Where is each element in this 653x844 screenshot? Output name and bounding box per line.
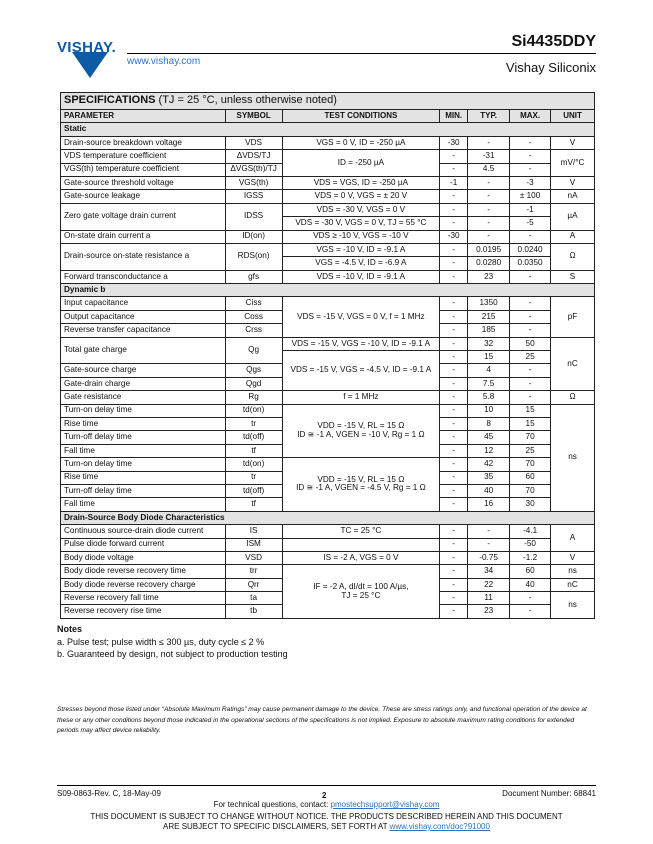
site-link[interactable]: www.vishay.com xyxy=(127,56,201,67)
table-cell: tr xyxy=(225,417,282,430)
table-row xyxy=(61,538,595,551)
table-cell: S xyxy=(551,270,595,283)
table-cell: - xyxy=(440,417,468,430)
table-cell: Total gate charge xyxy=(61,337,226,364)
table-cell: - xyxy=(440,538,468,551)
table-cell: - xyxy=(510,324,551,337)
table-cell: A xyxy=(551,230,595,243)
table-cell: -30 xyxy=(440,230,468,243)
table-cell: - xyxy=(440,243,468,256)
table-cell: - xyxy=(440,592,468,605)
table-cell: - xyxy=(440,324,468,337)
table-cell: nA xyxy=(551,190,595,203)
table-cell: - xyxy=(468,136,510,149)
table-cell: td(off) xyxy=(225,431,282,444)
table-cell: - xyxy=(468,538,510,551)
table-cell: - xyxy=(440,203,468,216)
table-cell: gfs xyxy=(225,270,282,283)
table-cell: - xyxy=(510,377,551,390)
table-cell: 34 xyxy=(468,565,510,578)
table-cell: - xyxy=(510,163,551,176)
table-cell: - xyxy=(510,136,551,149)
table-cell: 15 xyxy=(468,351,510,364)
table-cell: Body diode reverse recovery time xyxy=(61,565,226,578)
table-cell: VGS = -4.5 V, ID = -6.9 A xyxy=(282,257,440,270)
table-cell: - xyxy=(440,190,468,203)
table-row xyxy=(61,565,595,578)
table-cell: 25 xyxy=(510,444,551,457)
table-cell: tr xyxy=(225,471,282,484)
table-cell: ns xyxy=(551,404,595,511)
table-cell: 15 xyxy=(510,417,551,430)
table-cell: Drain-source breakdown voltage xyxy=(61,136,226,149)
table-cell: - xyxy=(510,364,551,377)
table-cell: - xyxy=(440,297,468,310)
note-b: b. Guaranteed by design, not subject to production testing xyxy=(57,649,288,659)
table-cell: Qgs xyxy=(225,364,282,377)
table-cell: trr xyxy=(225,565,282,578)
table-cell: Forward transconductance a xyxy=(61,270,226,283)
table-cell: Reverse transfer capacitance xyxy=(61,324,226,337)
table-cell: - xyxy=(440,351,468,364)
table-cell: -0.75 xyxy=(468,551,510,564)
table-cell: Fall time xyxy=(61,498,226,511)
table-cell: nC xyxy=(551,337,595,391)
table-cell: VGS = 0 V, ID = -250 µA xyxy=(282,136,440,149)
table-cell: 0.0280 xyxy=(468,257,510,270)
table-cell: - xyxy=(440,257,468,270)
table-row xyxy=(61,297,595,310)
table-cell: ns xyxy=(551,565,595,578)
table-row xyxy=(61,190,595,203)
table-cell: VSD xyxy=(225,551,282,564)
specifications-table xyxy=(60,92,595,619)
table-cell: Output capacitance xyxy=(61,310,226,323)
table-title: SPECIFICATIONS (TJ = 25 °C, unless otherwise noted) xyxy=(61,93,595,110)
table-cell: Reverse recovery fall time xyxy=(61,592,226,605)
table-cell: VDD = -15 V, RL = 15 Ω ID ≅ -1 A, VGEN = -10 V, Rg = 1 Ω xyxy=(282,404,440,458)
table-cell: Turn-on delay time xyxy=(61,458,226,471)
document-revision: S09-0863-Rev. C, 18-May-09 xyxy=(57,789,161,798)
table-cell: Turn-on delay time xyxy=(61,404,226,417)
table-cell: 1350 xyxy=(468,297,510,310)
note-a: a. Pulse test; pulse width ≤ 300 µs, duty cycle ≤ 2 % xyxy=(57,636,265,647)
table-cell: -3 xyxy=(510,176,551,189)
document-number: Document Number: 68841 xyxy=(502,789,596,798)
table-cell: On-state drain current a xyxy=(61,230,226,243)
table-cell: ns xyxy=(551,592,595,619)
disclaimer-line-2: ARE SUBJECT TO SPECIFIC DISCLAIMERS, SET FORTH AT www.vishay.com/doc?91000 xyxy=(163,822,490,831)
table-cell: -1 xyxy=(510,203,551,216)
table-cell: ΔVDS/TJ xyxy=(225,150,282,163)
table-cell: Ω xyxy=(551,391,595,404)
table-cell: -31 xyxy=(468,150,510,163)
table-cell: - xyxy=(440,364,468,377)
table-cell: VDS = -15 V, VGS = -10 V, ID = -9.1 A xyxy=(282,337,440,350)
table-cell: - xyxy=(510,270,551,283)
table-cell: ta xyxy=(225,592,282,605)
table-cell: 10 xyxy=(468,404,510,417)
table-row xyxy=(61,203,595,216)
table-cell: Ciss xyxy=(225,297,282,310)
table-row xyxy=(61,525,595,538)
table-cell: 70 xyxy=(510,458,551,471)
table-cell: VDD = -15 V, RL = 15 Ω ID ≅ -1 A, VGEN = -4.5 V, Rg = 1 Ω xyxy=(282,458,440,512)
table-row xyxy=(61,230,595,243)
table-cell: - xyxy=(440,605,468,618)
table-cell: - xyxy=(510,605,551,618)
table-header-row xyxy=(61,110,595,123)
table-cell: VDS = -30 V, VGS = 0 V, TJ = 55 °C xyxy=(282,217,440,230)
logo-text: VISHAY. xyxy=(57,39,117,56)
tech-email-link[interactable]: pmostechsupport@vishay.com xyxy=(330,800,440,809)
table-cell: 215 xyxy=(468,310,510,323)
table-cell: tb xyxy=(225,605,282,618)
table-cell: ± 100 xyxy=(510,190,551,203)
table-row xyxy=(61,270,595,283)
table-cell: f = 1 MHz xyxy=(282,391,440,404)
table-cell: IF = -2 A, dI/dt = 100 A/µs, TJ = 25 °C xyxy=(282,565,440,619)
table-cell: RDS(on) xyxy=(225,243,282,270)
table-cell: - xyxy=(440,431,468,444)
table-cell: 8 xyxy=(468,417,510,430)
table-row xyxy=(61,551,595,564)
table-cell: - xyxy=(440,391,468,404)
table-cell: Body diode voltage xyxy=(61,551,226,564)
table-cell: -5 xyxy=(510,217,551,230)
table-cell: 22 xyxy=(468,578,510,591)
table-cell: 185 xyxy=(468,324,510,337)
table-cell: - xyxy=(440,217,468,230)
part-number: Si4435DDY xyxy=(511,33,596,50)
table-cell: TC = 25 °C xyxy=(282,525,440,538)
table-cell: VGS(th) temperature coefficient xyxy=(61,163,226,176)
table-cell: td(on) xyxy=(225,404,282,417)
company-name: Vishay Siliconix xyxy=(505,60,596,75)
table-cell: - xyxy=(510,391,551,404)
table-cell: 70 xyxy=(510,431,551,444)
table-cell: 5.8 xyxy=(468,391,510,404)
table-cell: Pulse diode forward current xyxy=(61,538,226,551)
table-cell: - xyxy=(468,190,510,203)
table-cell: Gate-source threshold voltage xyxy=(61,176,226,189)
table-cell: - xyxy=(440,484,468,497)
table-cell: - xyxy=(440,404,468,417)
table-cell: - xyxy=(510,297,551,310)
table-cell: Qgd xyxy=(225,377,282,390)
table-cell: - xyxy=(440,525,468,538)
table-cell: 11 xyxy=(468,592,510,605)
table-cell: tf xyxy=(225,498,282,511)
table-cell: Rise time xyxy=(61,471,226,484)
table-cell: - xyxy=(468,217,510,230)
table-cell: MIN. xyxy=(440,110,468,123)
table-cell: 25 xyxy=(510,351,551,364)
disclaimer-line-1: THIS DOCUMENT IS SUBJECT TO CHANGE WITHOUT NOTICE. THE PRODUCTS DESCRIBED HEREIN AND THIS DOCUMENT xyxy=(90,812,563,821)
table-cell: IDSS xyxy=(225,203,282,230)
table-cell: - xyxy=(468,203,510,216)
table-cell: SYMBOL xyxy=(225,110,282,123)
table-cell: 0.0350 xyxy=(510,257,551,270)
table-cell: - xyxy=(440,458,468,471)
table-cell: -50 xyxy=(510,538,551,551)
table-cell: Rg xyxy=(225,391,282,404)
table-cell: A xyxy=(551,525,595,552)
notes-block xyxy=(57,623,288,661)
table-cell: td(on) xyxy=(225,458,282,471)
table-cell: - xyxy=(440,578,468,591)
table-cell: 23 xyxy=(468,270,510,283)
table-cell: Qg xyxy=(225,337,282,364)
footer-rule xyxy=(57,785,596,786)
table-row xyxy=(61,243,595,256)
table-cell: Drain-source on-state resistance a xyxy=(61,243,226,270)
table-row xyxy=(61,458,595,471)
table-cell: - xyxy=(440,444,468,457)
table-cell: Rise time xyxy=(61,417,226,430)
table-cell: VDS ≥ -10 V, VGS = -10 V xyxy=(282,230,440,243)
table-cell: ΔVGS(th)/TJ xyxy=(225,163,282,176)
table-cell: Qrr xyxy=(225,578,282,591)
table-cell: Gate-drain charge xyxy=(61,377,226,390)
table-cell: - xyxy=(440,270,468,283)
disclaimer-link[interactable]: www.vishay.com/doc?91000 xyxy=(389,822,490,831)
table-cell: 42 xyxy=(468,458,510,471)
table-cell: Reverse recovery rise time xyxy=(61,605,226,618)
table-cell: VDS = 0 V, VGS = ± 20 V xyxy=(282,190,440,203)
table-cell: - xyxy=(440,310,468,323)
table-cell: 32 xyxy=(468,337,510,350)
table-cell: - xyxy=(510,230,551,243)
table-cell: PARAMETER xyxy=(61,110,226,123)
table-cell: 16 xyxy=(468,498,510,511)
table-cell: - xyxy=(440,377,468,390)
table-cell: - xyxy=(468,176,510,189)
table-cell: 40 xyxy=(468,484,510,497)
table-cell: 45 xyxy=(468,431,510,444)
table-cell: 4 xyxy=(468,364,510,377)
table-cell: µA xyxy=(551,203,595,230)
table-cell: 60 xyxy=(510,565,551,578)
table-cell: ID(on) xyxy=(225,230,282,243)
table-cell: - xyxy=(510,592,551,605)
table-cell: 15 xyxy=(510,404,551,417)
table-cell: 40 xyxy=(510,578,551,591)
table-cell: 23 xyxy=(468,605,510,618)
page-number: 2 xyxy=(322,791,327,800)
table-cell: Ω xyxy=(551,243,595,270)
table-cell: VDS temperature coefficient xyxy=(61,150,226,163)
notes-heading: Notes xyxy=(57,624,83,634)
table-cell: UNIT xyxy=(551,110,595,123)
table-cell: Continuous source-drain diode current xyxy=(61,525,226,538)
tech-contact: For technical questions, contact: pmostechsupport@vishay.com xyxy=(213,800,440,809)
table-cell: 7.5 xyxy=(468,377,510,390)
table-cell: Input capacitance xyxy=(61,297,226,310)
table-cell: Coss xyxy=(225,310,282,323)
table-cell: nC xyxy=(551,578,595,591)
table-cell: 35 xyxy=(468,471,510,484)
table-row xyxy=(61,150,595,163)
table-cell: 70 xyxy=(510,484,551,497)
table-cell: VGS(th) xyxy=(225,176,282,189)
table-cell: Dynamic b xyxy=(61,284,595,297)
table-cell: -30 xyxy=(440,136,468,149)
table-cell: Static xyxy=(61,123,595,136)
section-static xyxy=(61,123,595,136)
header-rule xyxy=(127,53,596,54)
table-cell: 0.0240 xyxy=(510,243,551,256)
table-cell: TYP. xyxy=(468,110,510,123)
stress-disclaimer: Stresses beyond those listed under “Absolute Maximum Ratings” may cause permanent damage to the device. These are stress ratings only, and functional operation of the device at these or any other conditions beyond those indicated in the operational sections of the specifications is not implied. Exposure to absolute maximum rating conditions for extended periods may affect device reliability. xyxy=(57,706,587,734)
table-cell: - xyxy=(440,565,468,578)
table-row xyxy=(61,391,595,404)
table-cell: - xyxy=(468,230,510,243)
table-cell: Body diode reverse recovery charge xyxy=(61,578,226,591)
table-cell: - xyxy=(440,498,468,511)
table-cell: 12 xyxy=(468,444,510,457)
section-body-diode xyxy=(61,511,595,524)
table-cell: Gate resistance xyxy=(61,391,226,404)
table-cell: td(off) xyxy=(225,484,282,497)
table-cell: - xyxy=(440,163,468,176)
table-cell: 0.0195 xyxy=(468,243,510,256)
table-cell: VDS xyxy=(225,136,282,149)
table-cell: V xyxy=(551,136,595,149)
table-cell: - xyxy=(440,337,468,350)
table-cell: VDS = -15 V, VGS = -4.5 V, ID = -9.1 A xyxy=(282,351,440,391)
table-row xyxy=(61,176,595,189)
table-cell: 50 xyxy=(510,337,551,350)
table-cell: - xyxy=(510,150,551,163)
table-cell: IGSS xyxy=(225,190,282,203)
table-cell: Gate-source leakage xyxy=(61,190,226,203)
table-cell: pF xyxy=(551,297,595,337)
table-cell: VDS = -30 V, VGS = 0 V xyxy=(282,203,440,216)
table-cell: MAX. xyxy=(510,110,551,123)
table-cell: - xyxy=(440,551,468,564)
table-cell: mV/°C xyxy=(551,150,595,177)
table-cell: ISM xyxy=(225,538,282,551)
table-cell: -1.2 xyxy=(510,551,551,564)
table-row xyxy=(61,136,595,149)
table-cell: Turn-off delay time xyxy=(61,484,226,497)
table-cell: V xyxy=(551,176,595,189)
table-cell: Turn-off delay time xyxy=(61,431,226,444)
table-cell: VGS = -10 V, ID = -9.1 A xyxy=(282,243,440,256)
table-cell: - xyxy=(440,471,468,484)
table-cell: 30 xyxy=(510,498,551,511)
table-cell: Drain-Source Body Diode Characteristics xyxy=(61,511,595,524)
table-cell: - xyxy=(468,525,510,538)
table-cell: V xyxy=(551,551,595,564)
table-cell xyxy=(282,538,440,551)
table-cell: VDS = -10 V, ID = -9.1 A xyxy=(282,270,440,283)
table-cell: Fall time xyxy=(61,444,226,457)
section-dynamic xyxy=(61,284,595,297)
table-cell: -1 xyxy=(440,176,468,189)
table-cell: - xyxy=(510,310,551,323)
table-cell: Crss xyxy=(225,324,282,337)
table-row xyxy=(61,404,595,417)
table-cell: - xyxy=(440,150,468,163)
table-cell: Gate-source charge xyxy=(61,364,226,377)
table-cell: VDS = VGS, ID = -250 µA xyxy=(282,176,440,189)
table-row xyxy=(61,337,595,350)
logo-triangle-icon xyxy=(72,52,108,78)
table-cell: 60 xyxy=(510,471,551,484)
table-cell: tf xyxy=(225,444,282,457)
table-cell: TEST CONDITIONS xyxy=(282,110,440,123)
table-cell: IS = -2 A, VGS = 0 V xyxy=(282,551,440,564)
table-cell: Zero gate voltage drain current xyxy=(61,203,226,230)
table-cell: ID = -250 µA xyxy=(282,150,440,177)
table-cell: 4.5 xyxy=(468,163,510,176)
table-cell: VDS = -15 V, VGS = 0 V, f = 1 MHz xyxy=(282,297,440,337)
table-cell: IS xyxy=(225,525,282,538)
table-cell: -4.1 xyxy=(510,525,551,538)
